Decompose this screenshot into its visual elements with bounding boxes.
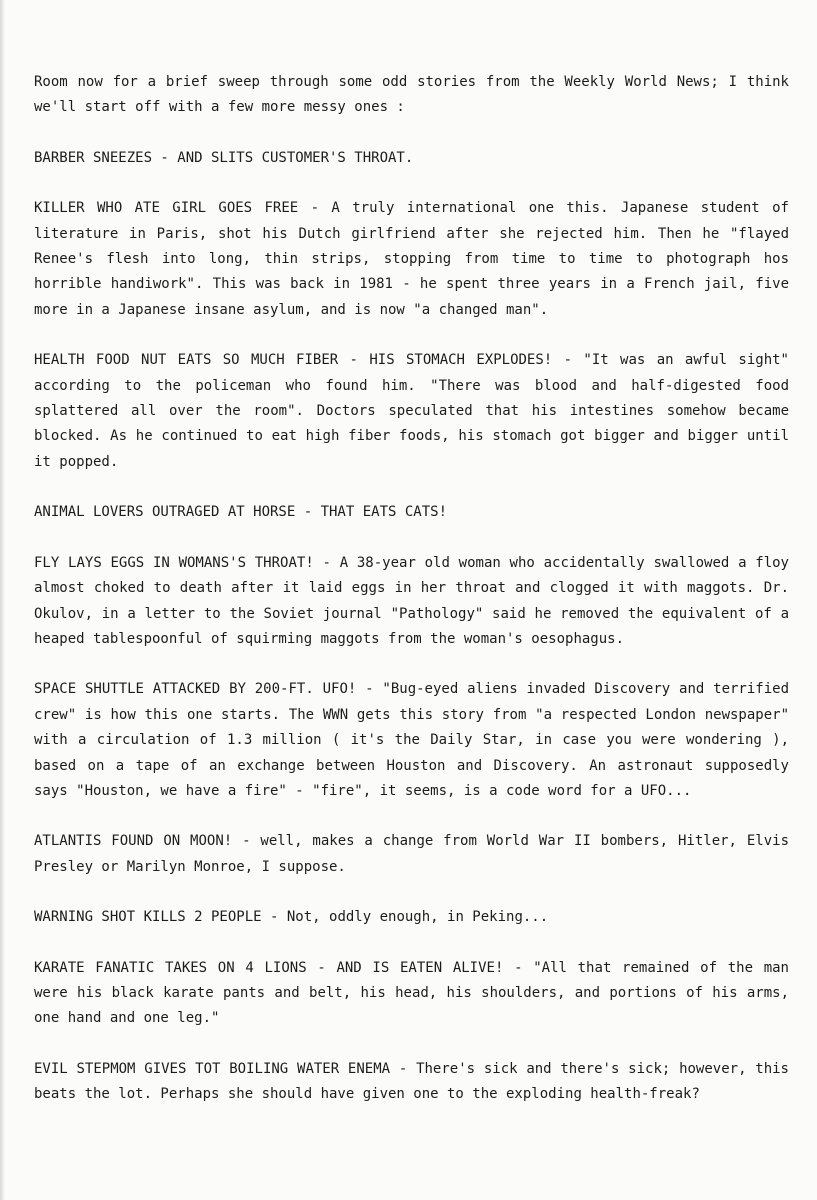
story-headline: WARNING SHOT KILLS 2 PEOPLE - bbox=[34, 909, 279, 926]
story-warning-shot bbox=[34, 905, 789, 930]
story-karate bbox=[34, 956, 789, 1032]
story-headline: KARATE FANATIC TAKES ON 4 LIONS - AND IS EATEN ALIVE! - bbox=[34, 959, 523, 976]
intro-paragraph bbox=[34, 70, 789, 121]
story-headline: KILLER WHO ATE GIRL GOES FREE - bbox=[34, 200, 320, 217]
story-body: "All that remained of the man were his black karate pants and belt, his head, his shoulders, and portions of his arms, one hand and one leg." bbox=[34, 959, 789, 1027]
story-stepmom bbox=[34, 1057, 789, 1108]
story-headline: HEALTH FOOD NUT EATS SO MUCH FIBER - HIS STOMACH EXPLODES! - bbox=[34, 352, 573, 369]
story-horse bbox=[34, 500, 789, 525]
story-headline: SPACE SHUTTLE ATTACKED BY 200-FT. UFO! - bbox=[34, 681, 374, 698]
story-body: A 38-year old woman who accidentally swallowed a floy almost choked to death after it laid eggs in her throat and clogged it with maggots. Dr. Okulov, in a letter to the Soviet journal "Pathology" said he removed the equivalent of a heaped tablespoonful of squirming maggots from the woman's oesophagus. bbox=[34, 554, 789, 647]
story-killer bbox=[34, 196, 789, 323]
story-body: A truly international one this. Japanese student of literature in Paris, shot his Dutch girlfriend after she rejected him. Then he "flayed Renee's flesh into long, thin strips, stopping from time to time to photograph hos horrible handiwork". This was back in 1981 - he spent three years in a French jail, five more in a Japanese insane asylum, and is now "a changed man". bbox=[34, 200, 789, 318]
story-headline: FLY LAYS EGGS IN WOMANS'S THROAT! - bbox=[34, 554, 331, 571]
story-fly bbox=[34, 551, 789, 653]
story-body: There's sick and there's sick; however, this beats the lot. Perhaps she should have given one to the exploding health-freak? bbox=[34, 1060, 789, 1103]
story-body: well, makes a change from World War II bombers, Hitler, Elvis Presley or Marilyn Monroe, I suppose. bbox=[34, 833, 790, 875]
story-body: "It was an awful sight" according to the policeman who found him. "There was blood and half-digested food splattered all over the room". Doctors speculated that his intestines somehow became blocked. As he continued to eat high fiber foods, his stomach got bigger and bigger until it popped. bbox=[34, 352, 789, 470]
story-health-food bbox=[34, 348, 789, 475]
story-headline: ANIMAL LOVERS OUTRAGED AT HORSE - THAT EATS CATS! bbox=[34, 504, 448, 521]
story-headline: BARBER SNEEZES - AND SLITS CUSTOMER'S THROAT. bbox=[34, 149, 414, 166]
story-headline: EVIL STEPMOM GIVES TOT BOILING WATER ENEMA - bbox=[34, 1060, 408, 1077]
story-atlantis bbox=[34, 829, 789, 880]
story-barber bbox=[34, 146, 789, 171]
story-body: "Bug-eyed aliens invaded Discovery and terrified crew" is how this one starts. The WWN gets this story from "a respected London newspaper" with a circulation of 1.3 million ( it's the Daily Star, in case you were wondering ), based on a tape of an exchange between Houston and Discovery. An astronaut supposedly says "Houston, we have a fire" - "fire", it seems, is a code word for a UFO... bbox=[34, 681, 789, 799]
intro-text: Room now for a brief sweep through some odd stories from the Weekly World News; I think we'll start off with a few more messy ones : bbox=[34, 74, 789, 116]
story-body: Not, oddly enough, in Peking... bbox=[286, 909, 549, 926]
story-space-shuttle bbox=[34, 677, 789, 804]
story-headline: ATLANTIS FOUND ON MOON! - bbox=[34, 833, 251, 850]
